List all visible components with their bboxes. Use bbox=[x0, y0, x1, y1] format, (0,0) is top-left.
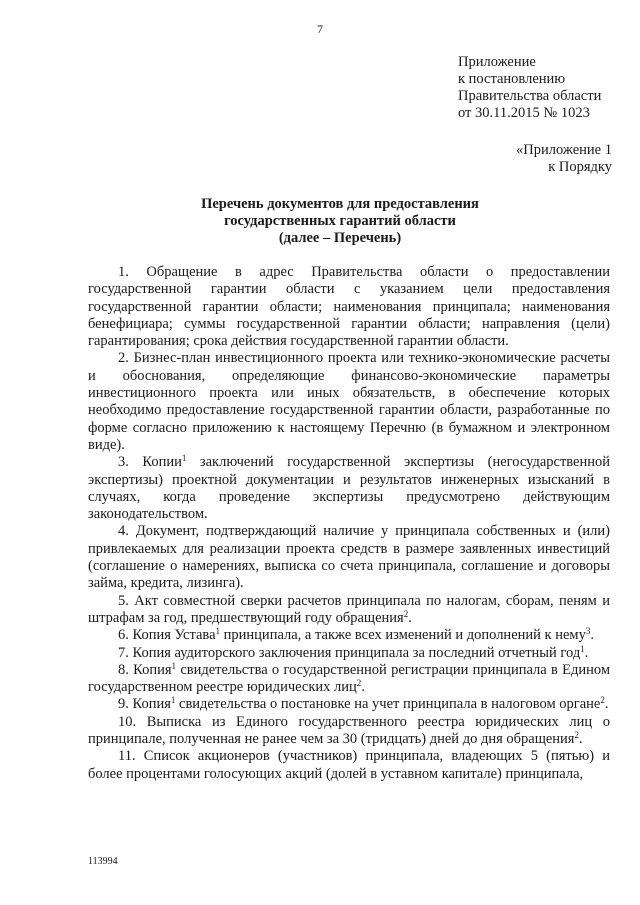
paragraph-9: 9. Копия$^1$ свидетельства о постановке на учет принципала в налоговом органе$^2$. bbox=[118, 695, 609, 713]
paragraph-5: 5. Акт совместной сверки расчетов принципала по налогам, сборам, пеням и штрафам за год, предшествующий году обращения$^2$. bbox=[88, 592, 610, 626]
document-body bbox=[88, 264, 610, 783]
page-number: 7 bbox=[317, 22, 323, 36]
appendix-line: к постановлению bbox=[458, 71, 566, 87]
footnote-mark: 1 bbox=[181, 453, 187, 464]
footnote-mark: 2 bbox=[574, 730, 579, 741]
footnote-mark: 3 bbox=[585, 626, 591, 637]
paragraph-6: 6. Копия Устава$^1$ принципала, а также всех изменений и дополнений к нему$^3$. bbox=[118, 626, 594, 644]
title-line: (далее – Перечень) bbox=[278, 230, 402, 246]
paragraph-10: 10. Выписка из Единого государственного реестра юридических лиц о принципале, полученная не ранее чем за 30 (тридцать) дней до дня обращения$^2$. bbox=[88, 713, 610, 748]
title-line: Перечень документов для предоставления bbox=[201, 196, 479, 212]
paragraph-11: 11. Список акционеров (участников) принципала, владеющих 5 (пятью) и более процентами голосующих акций (долей в уставном капитале) принципала, bbox=[88, 748, 610, 782]
footnote-mark: 2 bbox=[600, 695, 605, 706]
footnote-mark: 1 bbox=[215, 626, 221, 637]
title-line: государственных гарантий области bbox=[224, 213, 456, 229]
appendix-line: Правительства области bbox=[458, 88, 602, 104]
paragraph-2: 2. Бизнес-план инвестиционного проекта или технико-экономические расчеты и обоснования, определяющие финансово-экономические параметры инвестиционного проекта или иных обязательств, в обеспечение которых необходимо предоставление государственной гарантии области, разработанные по форме согласно приложению к настоящему Перечню (в бумажном и электронном виде). bbox=[88, 350, 610, 453]
appendix-line: Приложение bbox=[458, 54, 536, 70]
appendix-reference bbox=[516, 142, 612, 176]
appendix-ref-line: «Приложение 1 bbox=[516, 142, 612, 158]
footnote-mark: 1 bbox=[580, 643, 585, 654]
paragraph-1: 1. Обращение в адрес Правительства области о предоставлении государственной гарантии области с указанием цели предоставления государственной гарантии области; наименования принципала; наименования бенефициара; суммы государственной гарантии области; направления (цели) гарантирования; срока действия государственной гарантии области. bbox=[88, 264, 610, 350]
paragraph-8: 8. Копия$^1$ свидетельства о государственной регистрации принципала в Едином государственном реестре юридических лиц$^2$. bbox=[88, 660, 610, 696]
footnote-mark: 2 bbox=[403, 608, 409, 619]
footnote-mark: 1 bbox=[170, 695, 176, 706]
footnote-mark: 1 bbox=[171, 660, 177, 671]
paragraph-7: 7. Копия аудиторского заключения принципала за последний отчетный год$^1$. bbox=[118, 643, 589, 661]
paragraph-4: 4. Документ, подтверждающий наличие у принципала собственных и (или) привлекаемых для реализации проекта средств в размере заявленных инвестиций (соглашение о намерениях, выписка со счета принципала, соглашение и договоры займа, кредита, лизинга). bbox=[88, 523, 610, 592]
paragraph-3: 3. Копии$^1$ заключений государственной экспертизы (негосударственной экспертизы) проектной документации и результатов инженерных изысканий в случаях, когда проведение экспертизы предусмотрено действующим законодательством. bbox=[88, 453, 611, 523]
appendix-ref-line: к Порядку bbox=[548, 159, 612, 175]
footnote-mark: 2 bbox=[356, 678, 362, 689]
appendix-block bbox=[458, 54, 601, 122]
appendix-line: от 30.11.2015 № 1023 bbox=[458, 105, 590, 121]
footer-code: 113994 bbox=[88, 856, 118, 867]
document-title bbox=[60, 196, 620, 247]
